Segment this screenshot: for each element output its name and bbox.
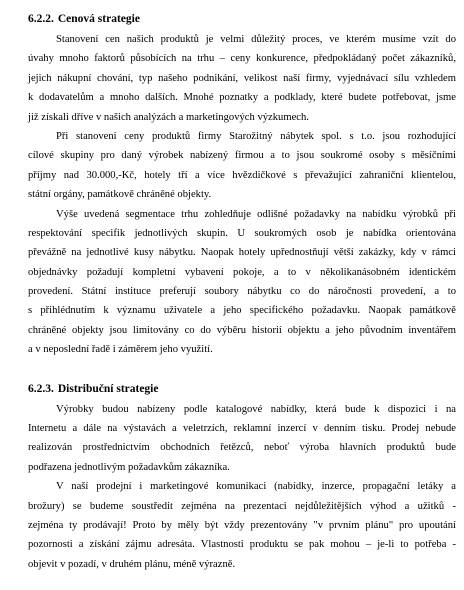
section-heading-distribution: [28, 382, 456, 397]
text-line: respektování specifik jednotlivých skupin. U soukromých osob je nabídka orientována: [28, 227, 456, 239]
paragraph: [28, 30, 456, 127]
text-line: jejich nákupní chování, typ našeho podnikání, velikost naší firmy, vyjednávací sílu vzhledem: [28, 72, 456, 84]
text-line: s přihlédnutím k významu uživatele a jeho specifického požadavku. Naopak památkově: [28, 305, 456, 317]
text-line: státní orgány, památkově chráněné objekty.: [28, 189, 212, 201]
paragraph: [28, 477, 456, 574]
section-title: Distribuční strategie: [57, 382, 159, 395]
text-line: provedení. Státní instituce preferují soubory nábytku co do náročnosti provedení, a to: [28, 286, 456, 298]
section-heading-pricing: [28, 12, 456, 27]
text-line: cílové skupiny pro daný výrobek nabízený firmou a to jsou soukromé osoby s měsíčními: [28, 150, 456, 162]
text-line: již získali dříve v našich analýzách a marketingových výzkumech.: [28, 111, 309, 123]
text-line: pozornosti a získání zájmu adresáta. Vlastnosti produktu se pak mohou – je-li to potřeba -: [28, 539, 456, 551]
section-title: Cenová strategie: [57, 13, 140, 25]
text-line: V naší prodejní i marketingové komunikaci (nabídky, inzerce, propagační letáky a: [56, 481, 456, 493]
section-number: 6.2.2.: [28, 13, 54, 25]
text-line: podřazena jednotlivým požadavkům zákazníka.: [28, 461, 230, 473]
text-line: převážně na jednotlivé kusy nábytku. Naopak hotely upřednostňují větší zakázky, kdy v rámci: [28, 247, 456, 259]
text-line: k dodavatelům a mnoho dalších. Mnohé poznatky a podklady, které budete potřebovat, jsme: [28, 92, 456, 104]
text-line: Při stanovení ceny produktů firmy Starožitný nábytek spol. s t.o. jsou rozhodující: [56, 130, 456, 142]
section-number: 6.2.3.: [28, 382, 54, 395]
text-line: příjmy nad 30.000,-Kč, hotely tří a více hvězdičkové s převažující zahraniční klientelou,: [28, 169, 456, 181]
text-line: objednávky požadují kompletní vybavení pokoje, a to v několikanásobném identickém: [28, 266, 456, 278]
text-line: Výše uvedená segmentace trhu zohledňuje odlišné požadavky na nabídku výrobků při: [56, 208, 456, 220]
text-line: zejména ty prodávají! Proto by měly být vždy prezentovány "v prvním plánu" pro upoutání: [28, 519, 456, 531]
document-page: [28, 12, 456, 574]
text-line: Stanovení cen našich produktů je velmi důležitý proces, ve kterém musíme vzít do: [56, 34, 456, 45]
text-line: objevit v pozadí, v druhém plánu, méně výrazně.: [28, 558, 236, 570]
text-line: Internetu a dále na výstavách a veletrzích, reklamní inzercí v denním tisku. Prodej nebude: [28, 423, 456, 435]
paragraph: [28, 205, 456, 360]
text-line: a v neposlední řadě i záměrem jeho využití.: [28, 344, 213, 356]
text-line: chráněné objekty jsou limitovány co do výběru historií objektu a jeho původním inventářem: [28, 324, 456, 336]
paragraph: [28, 400, 456, 478]
text-line: Výrobky budou nabízeny podle katalogové nabídky, která bude k dispozici i na: [56, 403, 456, 415]
text-line: realizován prostřednictvím obchodních řetězců, neboť výroba hlavních produktů bude: [28, 442, 456, 454]
text-line: úvahy mnoho faktorů působících na trhu – ceny konkurence, předpokládaný počet zákazníků,: [28, 53, 456, 65]
text-line: brožury) se budeme soustředit zejména na prezentaci nejdůležitějších výhod a užitků -: [28, 500, 456, 512]
paragraph: [28, 127, 456, 205]
